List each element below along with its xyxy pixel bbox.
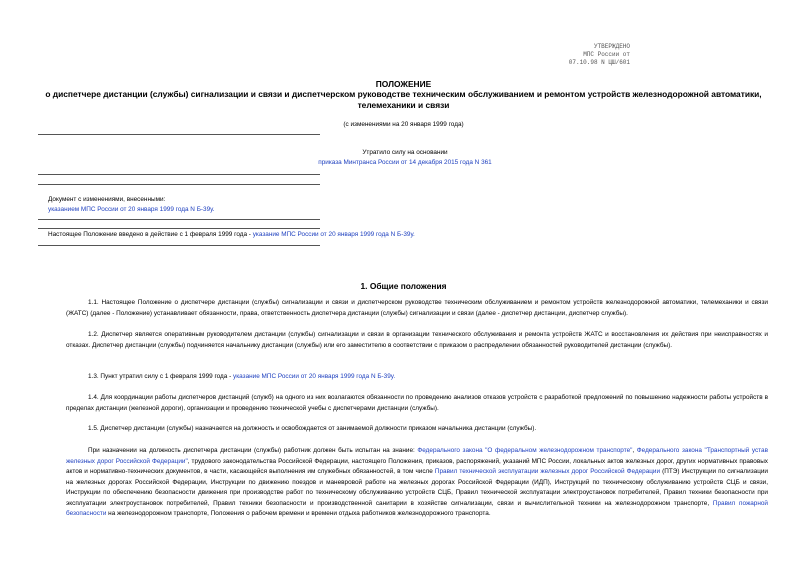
changes-note: (с изменениями на 20 января 1999 года) — [343, 121, 464, 128]
federal-law-railway-link[interactable]: Федерального закона "О федеральном железнодорожном транспорте" — [417, 447, 633, 454]
doc-changes — [48, 195, 214, 215]
effective-link[interactable]: указание МПС России от 20 января 1999 года N Б-39у. — [252, 231, 415, 238]
void-notice — [290, 148, 520, 168]
paragraph-1-2: 1.2. Диспетчер является оперативным руководителем дистанции (службы) сигнализации и связи в организации технического обслуживания и ремонта устройств ЖАТС и восстановления их действия при неисправностях и отказах. Диспетчер дистанции (службы) подчиняется начальнику дистанции (службы) или его заместителю в соответствии с приказом о распределении обязанностей руководителей дистанции (службы). — [66, 331, 768, 349]
pte-rules-link[interactable]: Правил технической эксплуатации железных дорог Российской Федерации — [434, 468, 661, 475]
void-notice-text: Утратило силу на основании — [362, 149, 448, 156]
void-notice-link[interactable]: приказа Минтранса России от 14 декабря 2015 года N 361 — [318, 159, 492, 166]
paragraph-1-3-text: 1.3. Пункт утратил силу с 1 февраля 1999 года - — [88, 373, 234, 380]
effective-date — [48, 230, 748, 240]
paragraph-1-3-link[interactable]: указание МПС России от 20 января 1999 года N Б-39у. — [233, 373, 396, 380]
appointment-text-3: , трудового законодательства Российской Федерации, настоящего Положения, приказов, распоряжений, указаний МПС России, локальных актов железных дорог, других нормативных правовых актов и нормативно-технических документов, в части, касающейся выполнения им служебных обязанностей, в том числе — [66, 457, 769, 475]
appointment-text-2: , — [632, 447, 637, 454]
paragraph-appointment — [66, 446, 768, 520]
document-title: ПОЛОЖЕНИЕ — [375, 79, 432, 89]
approval-line-2: МПС России от — [583, 51, 630, 58]
approval-stamp — [540, 43, 630, 67]
doc-changes-link[interactable]: указанием МПС России от 20 января 1999 года N Б-39у. — [48, 206, 215, 213]
document-subtitle: о диспетчере дистанции (службы) сигнализации и связи и диспетчерском руководстве техническим обслуживанием и ремонтом устройств железнодорожной автоматики, телемеханики и связи — [45, 89, 762, 110]
divider — [38, 174, 320, 175]
effective-text: Настоящее Положение введено в действие с 1 февраля 1999 года - — [48, 231, 253, 238]
appointment-text-4: (ПТЭ) Инструкции по сигнализации на железных дорогах Российской Федерации, Инструкции по движению поездов и маневровой работе на железных дорогах Российской Федерации (ИДП), Инструкций по техническому обслуживанию устройств СЦБ и связи, Инструкции по обеспечению безопасности движения при производстве работ по техническому обслуживанию устройств СЦБ, Правил технической эксплуатации электроустановок потребителей, Правил техники безопасности при эксплуатации электроустановок потребителей, Правил техники безопасности и производственной санитарии в хозяйстве сигнализации, связи и вычислительной техники на железнодорожном транспорте, — [66, 468, 769, 507]
paragraph-1-5: 1.5. Диспетчер дистанции (службы) назначается на должность и освобождается от занимаемой должности приказом начальника дистанции (службы). — [88, 425, 537, 432]
paragraph-1-1: 1.1. Настоящее Положение о диспетчере дистанции (службы) сигнализации и связи и диспетчерском руководстве техническим обслуживанием и ремонтом устройств железнодорожной автоматики, телемеханики и связи (ЖАТС) (далее - Положение) устанавливает обязанности, права, ответственность диспетчера дистанции (службы) сигнализации и связи (далее - диспетчер дистанции, диспетчер службы). — [66, 299, 768, 317]
divider — [38, 245, 320, 246]
federal-law-charter-link[interactable]: Федерального закона "Транспортный устав железных дорог Российской Федерации" — [66, 447, 768, 465]
divider — [38, 228, 320, 229]
approval-line-1: УТВЕРЖДЕНО — [593, 43, 630, 50]
divider — [38, 184, 320, 185]
appointment-text-5: на железнодорожном транспорте, Положения о рабочем времени и времени отдыха работников железнодорожного транспорта. — [106, 510, 491, 517]
paragraph-1-3 — [66, 372, 768, 383]
paragraph-1-4: 1.4. Для координации работы диспетчеров дистанций (служб) на одного из них возлагаются обязанности по проведению анализов отказов устройств с разработкой предложений по повышению надежности работы устройств в пределах дистанции (железной дороги), организации и проведению технической учебы с диспетчерами дистанции (службы). — [66, 394, 768, 412]
appointment-text-1: При назначении на должность диспетчера дистанции (службы) работник должен быть испытан на знание: — [88, 447, 418, 454]
section-title: 1. Общие положения — [360, 281, 447, 291]
divider — [38, 134, 320, 135]
fire-safety-rules-link[interactable]: Правил пожарной безопасности — [66, 499, 768, 517]
divider — [38, 219, 320, 220]
approval-line-3: 07.10.98 N ЦШ/601 — [568, 59, 630, 66]
doc-changes-text: Документ с изменениями, внесенными: — [48, 196, 166, 203]
